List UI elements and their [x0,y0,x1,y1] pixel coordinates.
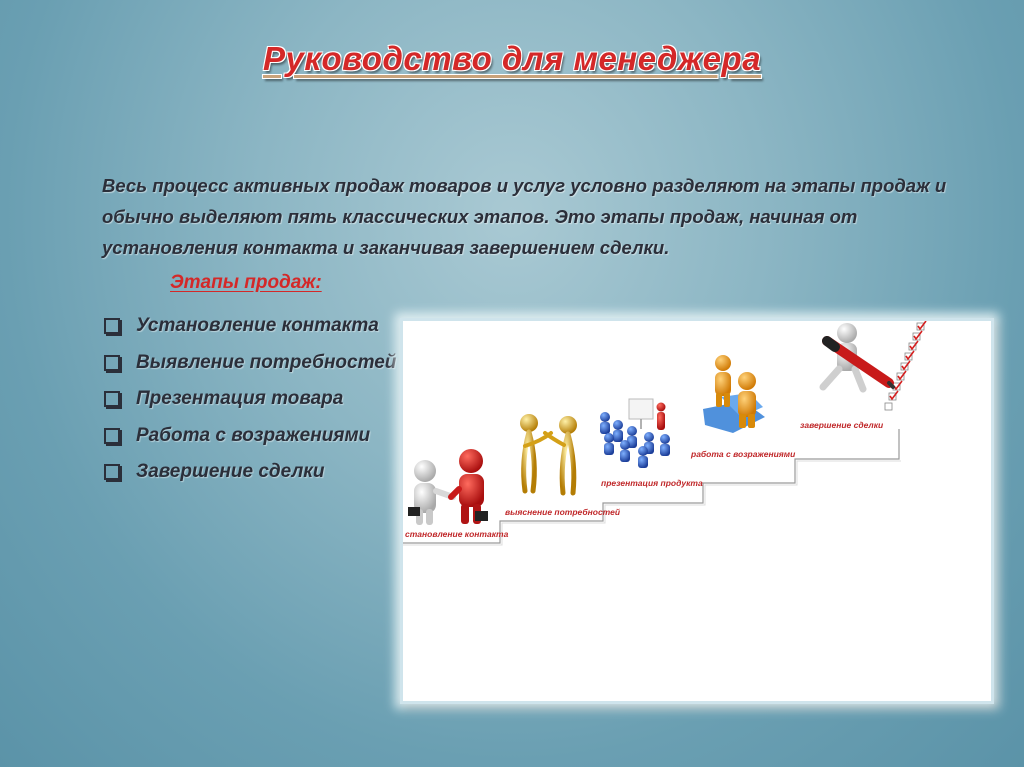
stairs-drawing [403,321,985,695]
step-label-closing: завершение сделки [800,420,884,430]
stage-label: Презентация товара [136,388,344,410]
slide-title: Руководство для менеджера [262,40,762,77]
golden-figures-icon [520,414,577,493]
stage-item [104,381,396,418]
checkbox-bullet-icon [104,428,120,444]
checklist-pen-icon [823,321,926,410]
intro-line: обычно выделяют пять классических этапов. Это этапы продаж, начиная от [102,206,858,227]
stage-item [104,418,396,455]
intro-line: Весь процесс активных продаж товаров и услуг условно разделяют на этапы продаж и [102,175,947,196]
checkbox-bullet-icon [104,391,120,407]
step-label-contact: становление контакта [405,529,509,539]
sales-stairs-illustration [400,318,994,704]
stage-label: Установление контакта [136,315,379,337]
stages-heading: Этапы продаж: [170,272,322,293]
checkbox-bullet-icon [104,318,120,334]
presentation-audience-icon [600,399,670,468]
stage-label: Завершение сделки [136,461,325,483]
stages-list [104,308,396,491]
step-label-presentation: презентация продукта [601,478,703,488]
stage-item [104,308,396,345]
handshake-figures-icon [408,449,488,525]
stage-item [104,345,396,382]
intro-line: установления контакта и заканчивая завершением сделки. [102,237,670,258]
intro-paragraph [102,170,962,263]
checkbox-bullet-icon [104,464,120,480]
checkbox-bullet-icon [104,355,120,371]
stage-label: Работа с возражениями [136,424,371,446]
puzzle-team-icon [703,355,765,433]
step-label-needs: выяснение потребностей [505,507,621,517]
step-label-objections: работа с возражениями [691,449,796,459]
stage-item [104,454,396,491]
stage-label: Выявление потребностей [136,351,397,373]
